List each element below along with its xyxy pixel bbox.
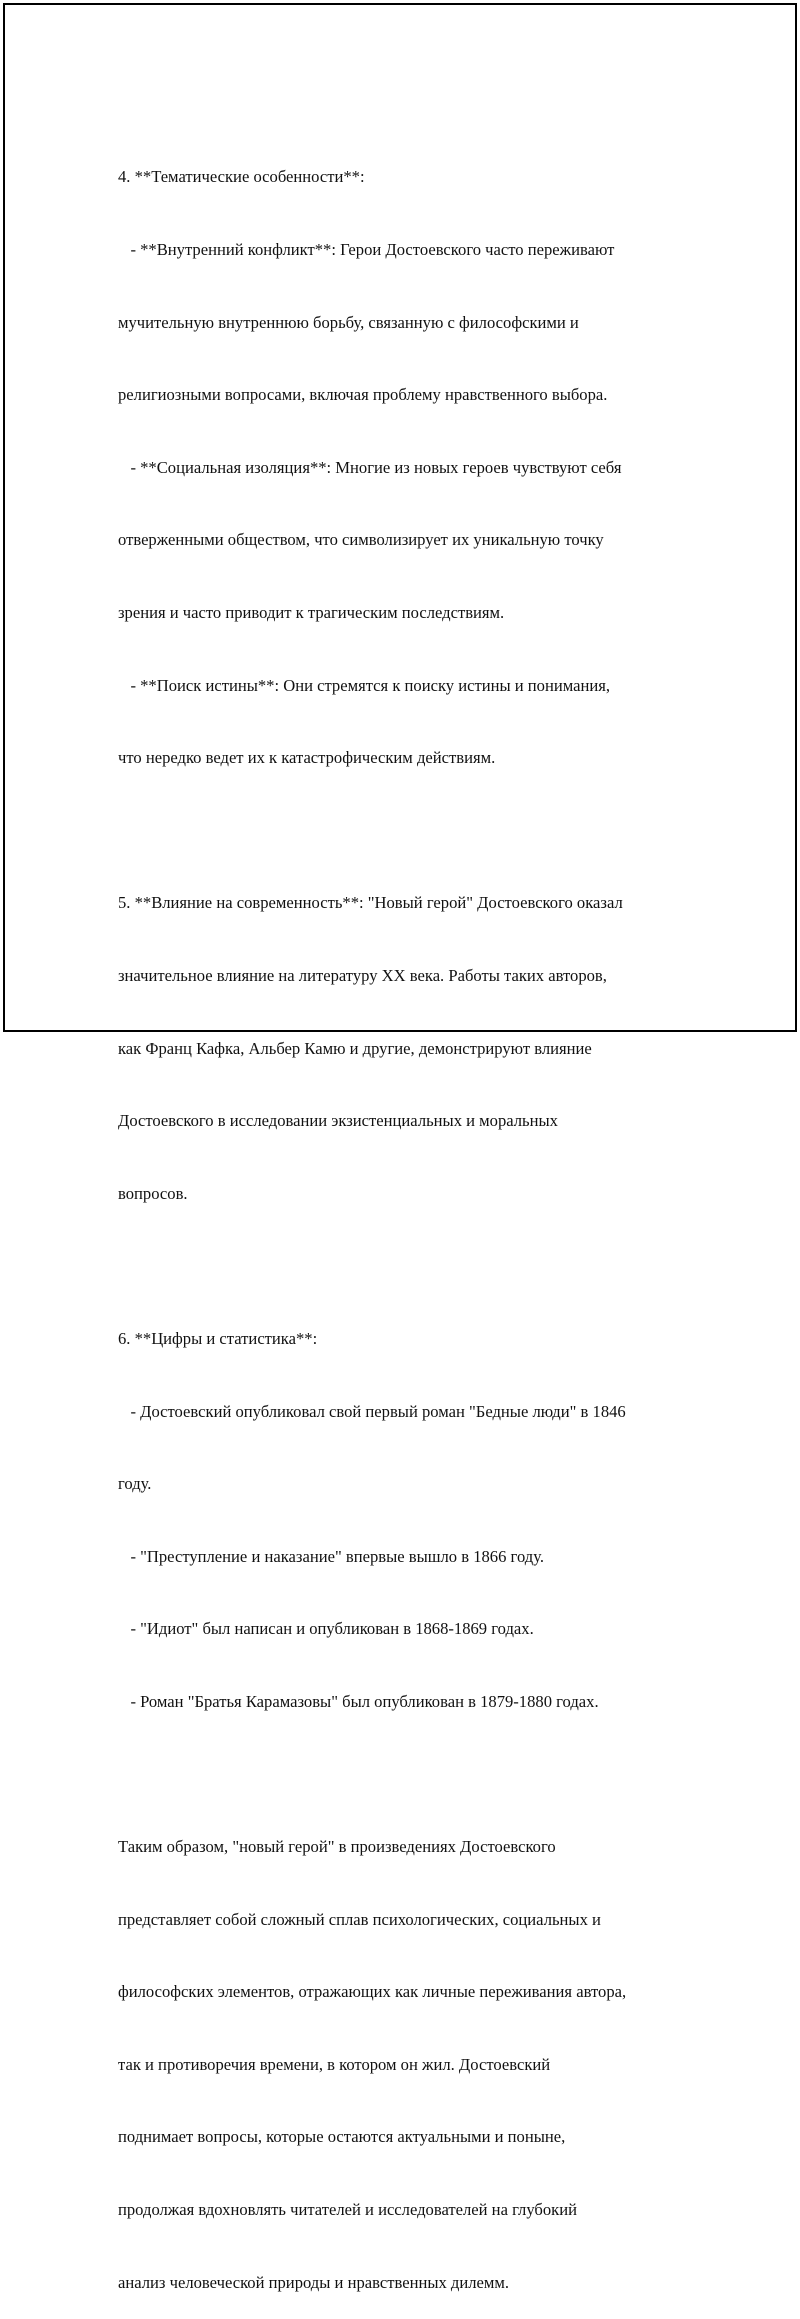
- text-line: мучительную внутреннюю борьбу, связанную с философскими и: [118, 312, 579, 332]
- text-line: 4. **Тематические особенности**:: [118, 167, 365, 187]
- text-line: Таким образом, "новый герой" в произведениях Достоевского: [118, 1837, 556, 1857]
- text-line: продолжая вдохновлять читателей и исследователей на глубокий: [118, 2200, 577, 2220]
- text-line: представляет собой сложный сплав психологических, социальных и: [118, 1909, 601, 1929]
- text-line: - Роман "Братья Карамазовы" был опубликован в 1879-1880 годах.: [118, 1691, 599, 1711]
- text-line: значительное влияние на литературу XX века. Работы таких авторов,: [118, 965, 607, 985]
- text-line: вопросов.: [118, 1183, 188, 1203]
- text-line: - "Идиот" был написан и опубликован в 1868-1869 годах.: [118, 1619, 534, 1639]
- text-line: отверженными обществом, что символизирует их уникальную точку: [118, 530, 604, 550]
- text-line: - **Социальная изоляция**: Многие из новых героев чувствуют себя: [118, 457, 622, 477]
- text-line: - **Внутренний конфликт**: Герои Достоевского часто переживают: [118, 240, 615, 259]
- text-line: религиозными вопросами, включая проблему нравственного выбора.: [118, 385, 608, 405]
- text-line: 5. **Влияние на современность**: "Новый герой" Достоевского оказал: [118, 893, 623, 913]
- blank-line: [118, 1254, 698, 1278]
- text-line: - "Преступление и наказание" впервые вышло в 1866 году.: [118, 1546, 544, 1566]
- blank-line: [118, 1762, 698, 1786]
- text-line: как Франц Кафка, Альбер Камю и другие, демонстрируют влияние: [118, 1038, 592, 1058]
- text-line: 6. **Цифры и статистика**:: [118, 1328, 318, 1348]
- blank-line: [118, 819, 698, 843]
- text-line: поднимает вопросы, которые остаются актуальными и поныне,: [118, 2127, 566, 2147]
- document-body: [118, 117, 698, 2319]
- text-line: анализ человеческой природы и нравственных дилемм.: [118, 2272, 510, 2292]
- text-line: году.: [118, 1474, 152, 1494]
- text-line: - **Поиск истины**: Они стремятся к поиску истины и понимания,: [118, 675, 611, 695]
- text-line: что нередко ведет их к катастрофическим действиям.: [118, 748, 496, 768]
- text-line: - Достоевский опубликовал свой первый роман "Бедные люди" в 1846: [118, 1401, 626, 1421]
- text-line: так и противоречия времени, в котором он жил. Достоевский: [118, 2054, 551, 2074]
- text-line: философских элементов, отражающих как личные переживания автора,: [118, 1982, 627, 2002]
- text-line: Достоевского в исследовании экзистенциальных и моральных: [118, 1111, 558, 1131]
- text-line: зрения и часто приводит к трагическим последствиям.: [118, 602, 505, 622]
